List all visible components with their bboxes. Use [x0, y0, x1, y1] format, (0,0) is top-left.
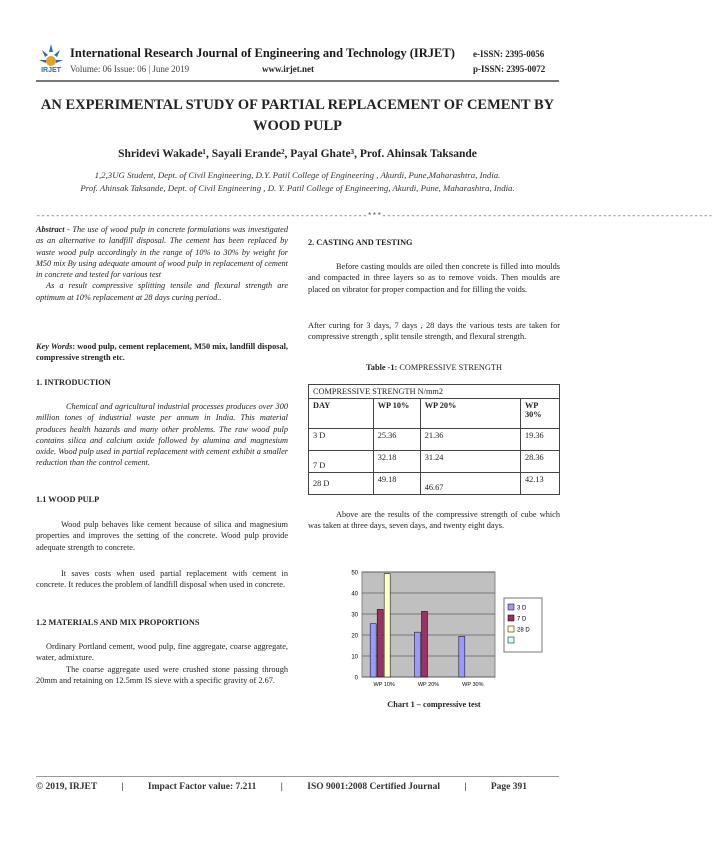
chart-bar — [370, 624, 376, 677]
legend-swatch — [508, 604, 514, 610]
volume-info: Volume: 06 Issue: 06 | June 2019 — [70, 64, 190, 74]
affiliations — [40, 169, 555, 195]
legend-swatch — [508, 626, 514, 632]
table-header-day: DAY — [309, 399, 374, 429]
table-cell: 21.36 — [420, 429, 520, 451]
footer-separator: | — [280, 782, 283, 792]
casting-text-2: After curing for 3 days, 7 days , 28 days the various tests are taken for compressive strength , split tensile strength, and flexural strength. — [308, 321, 560, 342]
compressive-strength-table — [308, 384, 560, 495]
y-tick-label: 20 — [351, 633, 358, 640]
materials-text-1: Ordinary Portland cement, wood pulp, fine aggregate, coarse aggregate, water, admixture. — [36, 642, 288, 663]
abstract-result: As a result compressive splitting tensile and flexural strength are optimum at 10% replacement at 28 days curing period.. — [36, 281, 288, 302]
chart-bar — [459, 636, 465, 677]
chart-bar — [415, 632, 421, 677]
intro-heading: 1. INTRODUCTION — [36, 378, 111, 387]
materials-heading: 1.2 MATERIALS AND MIX PROPORTIONS — [36, 618, 200, 627]
table-row — [309, 451, 560, 473]
compressive-strength-chart — [340, 566, 530, 688]
logo-text: IRJET — [41, 67, 61, 74]
legend-swatch — [508, 637, 514, 643]
abstract-label: Abstract - — [36, 225, 73, 234]
chart-bar — [422, 611, 428, 677]
journal-name: International Research Journal of Engineering and Technology (IRJET) — [70, 46, 455, 60]
x-tick-label: WP 10% — [373, 682, 395, 688]
legend-label: 28 D — [517, 627, 530, 634]
intro-text: Chemical and agricultural industrial processes produces over 300 million tones of industrial waste per annum in India. This material produces health hazards and many other problems. The raw wood pulp contains silica and calcium oxide followed by alumina and magnesium oxide. Wood pulp used in partial replacement with cement exhibit a smaller reduction than the control cement. — [36, 402, 288, 468]
abstract — [36, 224, 288, 303]
wood-pulp-text-1: Wood pulp behaves like cement because of silica and magnesium properties and improves the setting of the concrete. Wood pulp provide adequate strength to concrete. — [36, 520, 288, 552]
footer-separator: | — [121, 782, 124, 792]
table-header-wp10: WP 10% — [373, 399, 420, 429]
materials-text-2: The coarse aggregate used were crushed stone passing through 20mm and retaining on 12.5mm IS sieve with a specific gravity of 2.67. — [36, 665, 288, 686]
legend-label: 7 D — [517, 616, 527, 623]
table-header-wp20: WP 20% — [420, 399, 520, 429]
x-tick-label: WP 30% — [462, 682, 484, 688]
footer-rule — [36, 776, 559, 777]
table-cell: 32.18 — [373, 451, 420, 473]
casting-text-1: Before casting moulds are oiled then concrete is filled into moulds and compacted in three layers so as to remove voids. Then moulds are placed on vibrator for proper compaction and for filling the voids. — [308, 262, 560, 294]
table-row — [309, 473, 560, 495]
footer-copyright: © 2019, IRJET — [36, 782, 98, 792]
table-caption-text: COMPRESSIVE STRENGTH — [397, 363, 502, 372]
table-title: COMPRESSIVE STRENGTH N/mm2 — [309, 385, 560, 399]
eissn: e-ISSN: 2395-0056 — [473, 49, 545, 59]
results-text: Above are the results of the compressive strength of cube which was taken at three days, seven days, and twenty eight days. — [308, 510, 560, 531]
table-caption — [308, 362, 560, 373]
table-cell: 49.18 — [373, 473, 420, 495]
table-cell: 25.36 — [373, 429, 420, 451]
table-cell: 31.24 — [420, 451, 520, 473]
table-cell: 3 D — [309, 429, 374, 451]
x-tick-label: WP 20% — [417, 682, 440, 688]
y-tick-label: 0 — [354, 675, 358, 682]
chart-bar — [384, 574, 390, 677]
table-cell: 19.36 — [521, 429, 560, 451]
wood-pulp-text-2: It saves costs when used partial replacement with cement in concrete. It reduces the problem of landfill disposal when used in concrete. — [36, 569, 288, 590]
table-row — [309, 429, 560, 451]
paper-title: AN EXPERIMENTAL STUDY OF PARTIAL REPLACEMENT OF CEMENT BY WOOD PULP — [40, 97, 555, 134]
casting-heading: 2. CASTING AND TESTING — [308, 238, 413, 247]
footer-impact: Impact Factor value: 7.211 — [147, 782, 257, 792]
wood-pulp-heading: 1.1 WOOD PULP — [36, 495, 100, 504]
table-caption-label: Table -1: — [366, 363, 398, 372]
keywords-text: : wood pulp, cement replacement, M50 mix, landfill disposal, compressive strength etc. — [36, 342, 288, 363]
website: www.irjet.net — [262, 64, 314, 74]
y-tick-label: 30 — [351, 612, 358, 619]
y-tick-label: 50 — [351, 570, 358, 577]
table-header-wp30: WP 30% — [521, 399, 560, 429]
abstract-text: The use of wood pulp in concrete formulations was investigated as an alternative to landfill disposal. The cement has been replaced by waste wood pulp accordingly in the range of 10% to 30% by weight for M50 mix By using adequate amount of wood pulp in replacement of cement in concrete and tested for various test — [36, 225, 288, 280]
chart-bar — [377, 609, 383, 677]
table-cell: 28.36 — [521, 451, 560, 473]
pissn: p-ISSN: 2395-0072 — [473, 64, 546, 74]
y-tick-label: 40 — [351, 591, 358, 598]
header-rule — [36, 80, 559, 82]
legend-swatch — [508, 615, 514, 621]
authors: Shridevi Wakade¹, Sayali Erande², Payal Ghate³, Prof. Ahinsak Taksande — [118, 148, 477, 160]
separator: ---------------------------------------------------------------------***--------------------------------------------------------------------- — [36, 212, 713, 221]
affiliation-2: Prof. Ahinsak Taksande, Dept. of Civil Engineering , D. Y. Patil College of Engineering, Akurdi, Pune, Maharashtra, India. — [80, 183, 515, 193]
chart-caption: Chart 1 – compressive test — [387, 700, 481, 709]
footer-separator: | — [464, 782, 467, 792]
table-cell: 42.13 — [521, 473, 560, 495]
keywords-label: Key Words — [36, 342, 73, 351]
keywords — [36, 341, 288, 364]
legend-label: 3 D — [517, 605, 527, 612]
irjet-logo — [36, 42, 66, 78]
y-tick-label: 10 — [351, 654, 358, 661]
table-cell: 46.67 — [420, 473, 520, 495]
footer-iso: ISO 9001:2008 Certified Journal — [307, 782, 440, 792]
table-cell: 7 D — [309, 451, 374, 473]
footer-page: Page 391 — [490, 782, 527, 792]
footer — [36, 782, 559, 792]
table-cell: 28 D — [309, 473, 374, 495]
affiliation-1: 1,2,3UG Student, Dept. of Civil Engineering, D.Y. Patil College of Engineering , Akurdi, Pune,Maharashtra, India. — [94, 170, 501, 180]
